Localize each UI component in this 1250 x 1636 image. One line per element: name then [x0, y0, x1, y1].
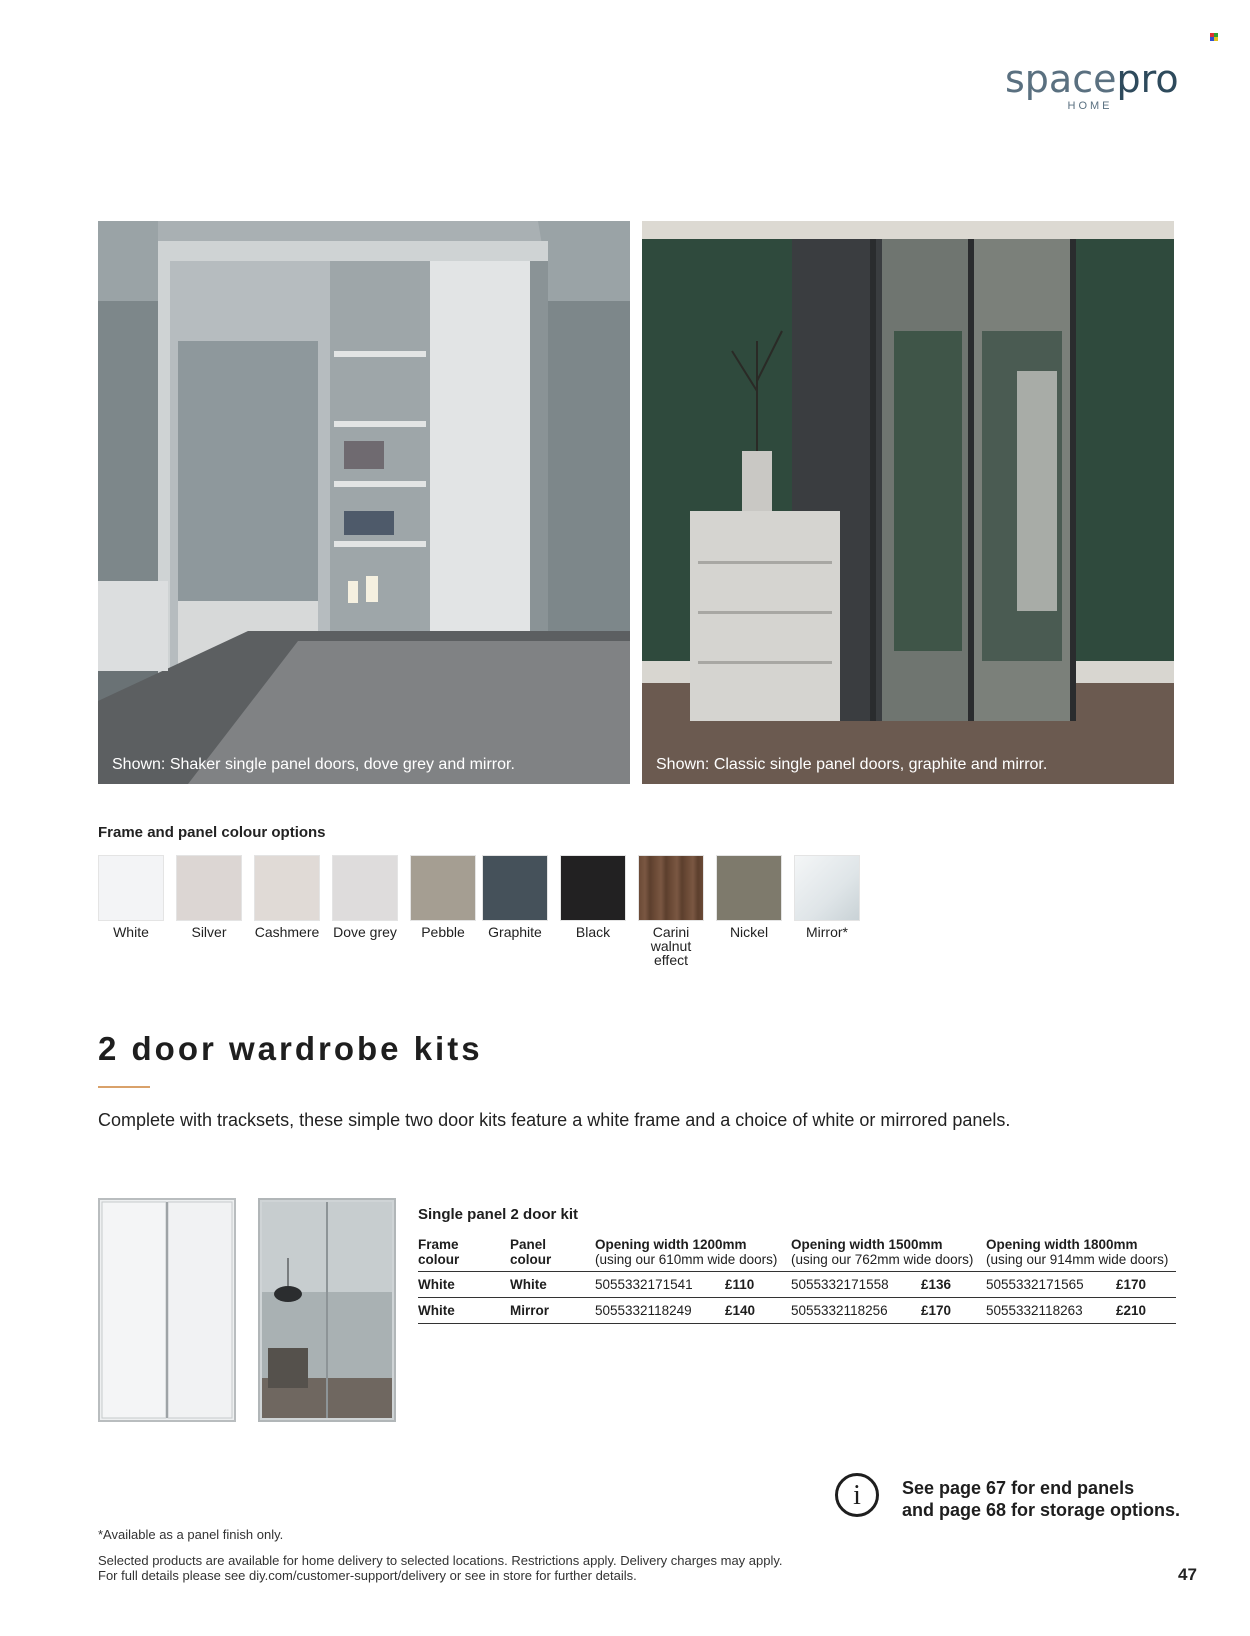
swatch-silver [176, 855, 242, 921]
cell-panel: Mirror [510, 1298, 595, 1324]
cell-price: £170 [1116, 1272, 1176, 1298]
cell-price: £140 [725, 1298, 791, 1324]
swatch-pebble [410, 855, 476, 921]
swatch-label: White [113, 924, 149, 940]
cell-frame: White [418, 1298, 510, 1324]
cell-price: £210 [1116, 1298, 1176, 1324]
accent-rule [98, 1086, 150, 1088]
cell-code: 5055332171565 [986, 1272, 1116, 1298]
swatch-dove-grey [332, 855, 398, 921]
section-heading: 2 door wardrobe kits [98, 1030, 483, 1067]
photo-caption: Shown: Shaker single panel doors, dove grey and mirror. [112, 756, 515, 773]
print-color-mark [1210, 33, 1218, 41]
cell-code: 5055332118249 [595, 1298, 725, 1324]
swatch-label: Dove grey [333, 924, 397, 940]
header-width-1800: Opening width 1800mm (using our 914mm wide doors) [986, 1237, 1169, 1267]
legal-text [98, 1553, 783, 1583]
photo-caption: Shown: Classic single panel doors, graphite and mirror. [656, 756, 1048, 773]
legal-line: For full details please see diy.com/customer-support/delivery or see in store for further details. [98, 1568, 637, 1583]
cell-code: 5055332118263 [986, 1298, 1116, 1324]
cell-frame: White [418, 1272, 510, 1298]
footnote: *Available as a panel finish only. [98, 1527, 284, 1542]
mirror-door-kit-image [258, 1198, 396, 1422]
cell-price: £136 [921, 1272, 986, 1298]
swatch-label: Carini walnut effect [650, 924, 692, 968]
swatch-label: Pebble [421, 924, 465, 940]
header-panel-colour: Panel colour [510, 1237, 552, 1267]
page-number: 47 [1178, 1565, 1197, 1584]
brand-sub: HOME [1067, 100, 1113, 112]
cell-code: 5055332118256 [791, 1298, 921, 1324]
swatch-carini-walnut [638, 855, 704, 921]
section-intro: Complete with tracksets, these simple two door kits feature a white frame and a choice of white or mirrored panels. [98, 1110, 1011, 1130]
cell-code: 5055332171541 [595, 1272, 725, 1298]
swatch-graphite [482, 855, 548, 921]
bedroom-illustration [98, 221, 630, 784]
header-width-1200: Opening width 1200mm (using our 610mm wide doors) [595, 1237, 778, 1267]
info-line: See page 67 for end panels [902, 1478, 1135, 1498]
brand-logo [1005, 57, 1179, 112]
swatch-mirror [794, 855, 860, 921]
brand-name-bold: pro [1116, 57, 1179, 101]
cell-price: £170 [921, 1298, 986, 1324]
cell-code: 5055332171558 [791, 1272, 921, 1298]
info-note [902, 1477, 1180, 1521]
table-row [418, 1272, 1176, 1298]
swatch-cashmere [254, 855, 320, 921]
kit-price-table [418, 1206, 1176, 1324]
table-row [418, 1298, 1176, 1324]
swatch-label: Graphite [488, 924, 542, 940]
cell-panel: White [510, 1272, 595, 1298]
swatch-label: Cashmere [254, 924, 320, 940]
price-table [418, 1237, 1176, 1324]
info-line: and page 68 for storage options. [902, 1500, 1181, 1520]
bedroom-illustration [642, 221, 1174, 784]
legal-line: Selected products are available for home delivery to selected locations. Restrictions apply. Delivery charges may apply. [98, 1553, 783, 1568]
brand-name-light: space [1005, 57, 1117, 101]
header-frame-colour: Frame colour [418, 1237, 460, 1267]
swatch-label: Silver [191, 924, 227, 940]
swatch-white [98, 855, 164, 921]
swatch-nickel [716, 855, 782, 921]
swatch-label: Mirror* [806, 924, 848, 940]
photo-shaker-wardrobe [98, 221, 630, 784]
header-width-1500: Opening width 1500mm (using our 762mm wide doors) [791, 1237, 974, 1267]
photo-classic-wardrobe [642, 221, 1174, 784]
kit-table-title: Single panel 2 door kit [418, 1206, 579, 1223]
cell-price: £110 [725, 1272, 791, 1298]
white-door-kit-image [98, 1198, 236, 1422]
info-icon: i [835, 1473, 879, 1517]
colour-options-title: Frame and panel colour options [98, 824, 326, 841]
swatch-label: Black [575, 924, 611, 940]
swatch-label: Nickel [729, 924, 769, 940]
swatch-black [560, 855, 626, 921]
